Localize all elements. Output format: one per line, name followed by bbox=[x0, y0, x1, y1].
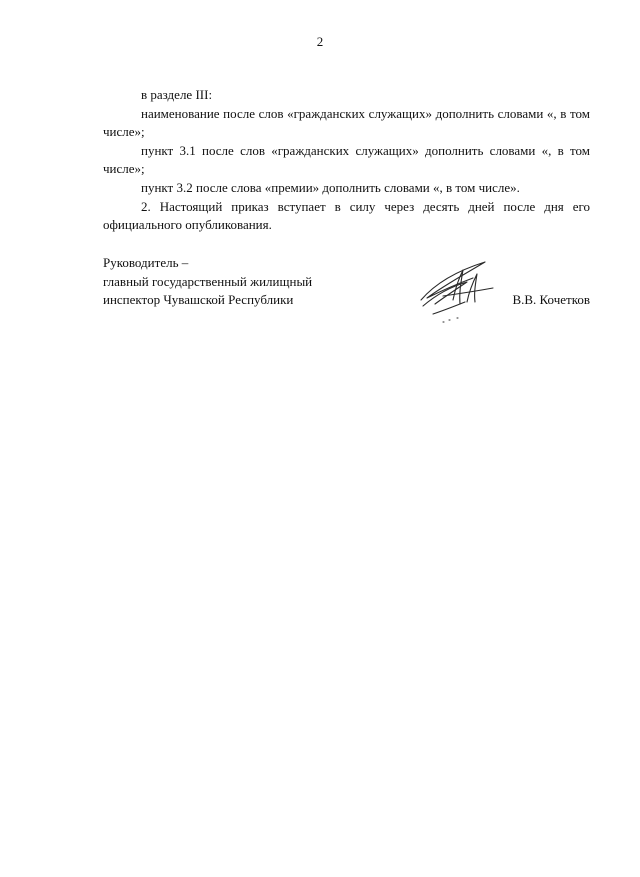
signer-name: В.В. Кочетков bbox=[512, 292, 590, 307]
paragraph-amendment-3-1: пункт 3.1 после слов «гражданских служащих» дополнить словами «, в том числе»; bbox=[103, 142, 590, 177]
document-body bbox=[103, 86, 590, 235]
signer-title-line: главный государственный жилищный bbox=[103, 273, 313, 289]
signer-title bbox=[103, 254, 363, 310]
signer-title-line: инспектор Чувашской Республики bbox=[103, 292, 294, 308]
handwritten-signature-icon bbox=[413, 256, 503, 328]
signer-title-line: Руководитель – bbox=[103, 255, 189, 270]
paragraph-amendment-3-2: пункт 3.2 после слова «премии» дополнить словами «, в том числе». bbox=[141, 179, 520, 195]
paragraph-amendment-title: наименование после слов «гражданских служащих» дополнить словами «, в том числе»; bbox=[103, 105, 590, 140]
page-number: 2 bbox=[316, 34, 324, 49]
paragraph-effective-date: 2. Настоящий приказ вступает в силу через десять дней после дня его официального опубликования. bbox=[103, 198, 590, 233]
paragraph-section-heading: в разделе III: bbox=[141, 87, 213, 102]
signature-block bbox=[103, 254, 590, 334]
